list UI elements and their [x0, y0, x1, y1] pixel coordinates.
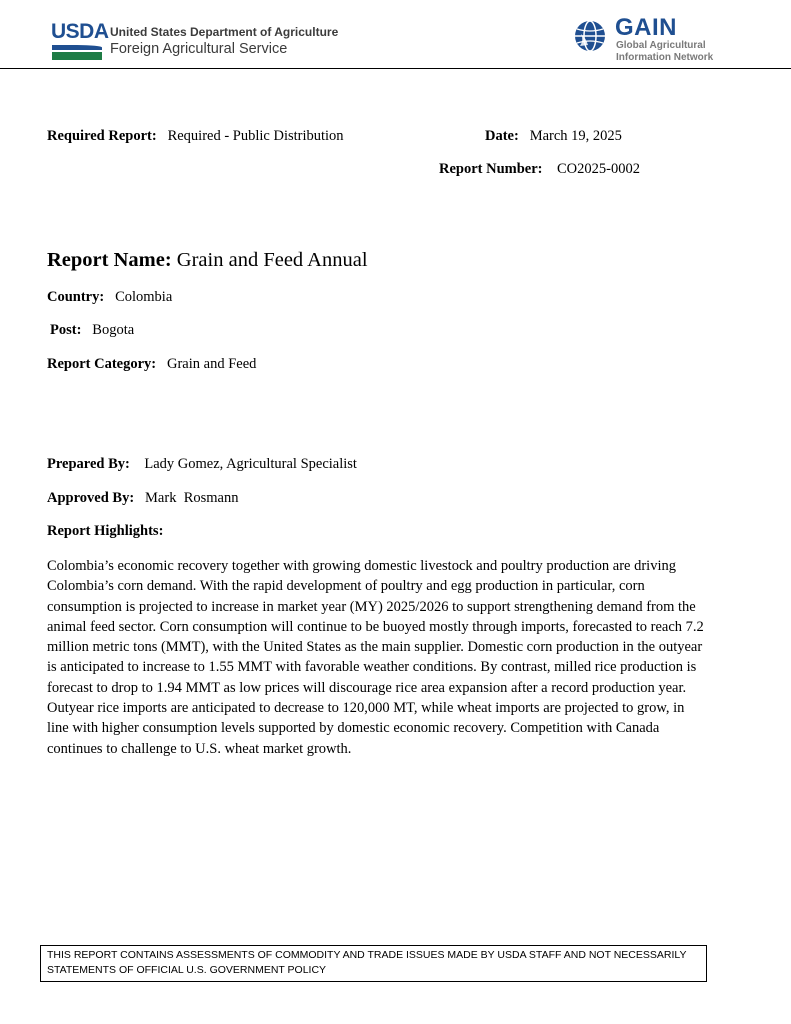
- header-divider: [0, 68, 791, 69]
- required-report-field: [47, 128, 344, 145]
- usda-logo-text: USDA: [51, 20, 109, 43]
- date-field: [485, 128, 622, 145]
- approved-by-value: Mark Rosmann: [145, 490, 239, 506]
- post-label: Post:: [50, 322, 82, 338]
- required-report-label: Required Report:: [47, 128, 157, 144]
- gain-subtitle-line2: Information Network: [616, 52, 714, 63]
- usda-logo-blue-swoosh: [52, 45, 102, 50]
- prepared-by-value: Lady Gomez, Agricultural Specialist: [144, 456, 357, 472]
- report-category-value: Grain and Feed: [167, 356, 257, 372]
- report-highlights-label: Report Highlights:: [47, 523, 164, 539]
- report-number-value: CO2025-0002: [557, 161, 640, 177]
- agency-name: United States Department of Agriculture: [110, 25, 339, 39]
- report-name-field: [47, 249, 368, 272]
- agency-service: Foreign Agricultural Service: [110, 41, 288, 57]
- required-report-value: Required - Public Distribution: [167, 128, 344, 144]
- gain-title: GAIN: [615, 14, 677, 41]
- prepared-by-label: Prepared By:: [47, 456, 130, 472]
- approved-by-field: [47, 490, 238, 507]
- gain-subtitle-line1: Global Agricultural: [616, 40, 706, 51]
- post-value: Bogota: [92, 322, 135, 338]
- report-number-label: Report Number:: [439, 161, 543, 177]
- usda-logo-green-field: [52, 52, 102, 60]
- country-value: Colombia: [115, 289, 173, 305]
- country-field: [47, 289, 172, 306]
- date-label: Date:: [485, 128, 519, 144]
- gain-globe-icon: [572, 18, 608, 54]
- country-label: Country:: [47, 289, 105, 305]
- report-category-label: Report Category:: [47, 356, 157, 372]
- prepared-by-field: [47, 456, 357, 473]
- report-number-field: [439, 161, 640, 178]
- report-highlights-text: Colombia’s economic recovery together with growing domestic livestock and poultry production are driving Colombia’s corn demand. With the rapid development of poultry and egg production in particular, corn consumption is projected to increase in market year (MY) 2025/2026 to support strengthening demand from the animal feed sector. Corn consumption will continue to be buoyed mostly through imports, forecasted to reach 7.2 million metric tons (MMT), with the United States as the main supplier. Domestic corn production in the outyear is anticipated to increase to 1.55 MMT with favorable weather conditions. By contrast, milled rice production is forecast to drop to 1.94 MMT as low prices will discourage rice area expansion after a record production year. Outyear rice imports are anticipated to decrease to 120,000 MT, while wheat imports are projected to grow, in line with higher consumption levels supported by domestic economic recovery. Competition with Canada continues to challenge to U.S. wheat market growth.: [47, 558, 704, 757]
- report-category-field: [47, 356, 256, 373]
- post-field: [50, 322, 134, 339]
- disclaimer-box: THIS REPORT CONTAINS ASSESSMENTS OF COMMODITY AND TRADE ISSUES MADE BY USDA STAFF AND NOT NECESSARILY STATEMENTS OF OFFICIAL U.S. GOVERNMENT POLICY: [40, 945, 707, 982]
- report-name-value: Grain and Feed Annual: [176, 249, 368, 271]
- approved-by-label: Approved By:: [47, 490, 135, 506]
- date-value: March 19, 2025: [529, 128, 622, 144]
- report-name-label: Report Name:: [47, 249, 172, 271]
